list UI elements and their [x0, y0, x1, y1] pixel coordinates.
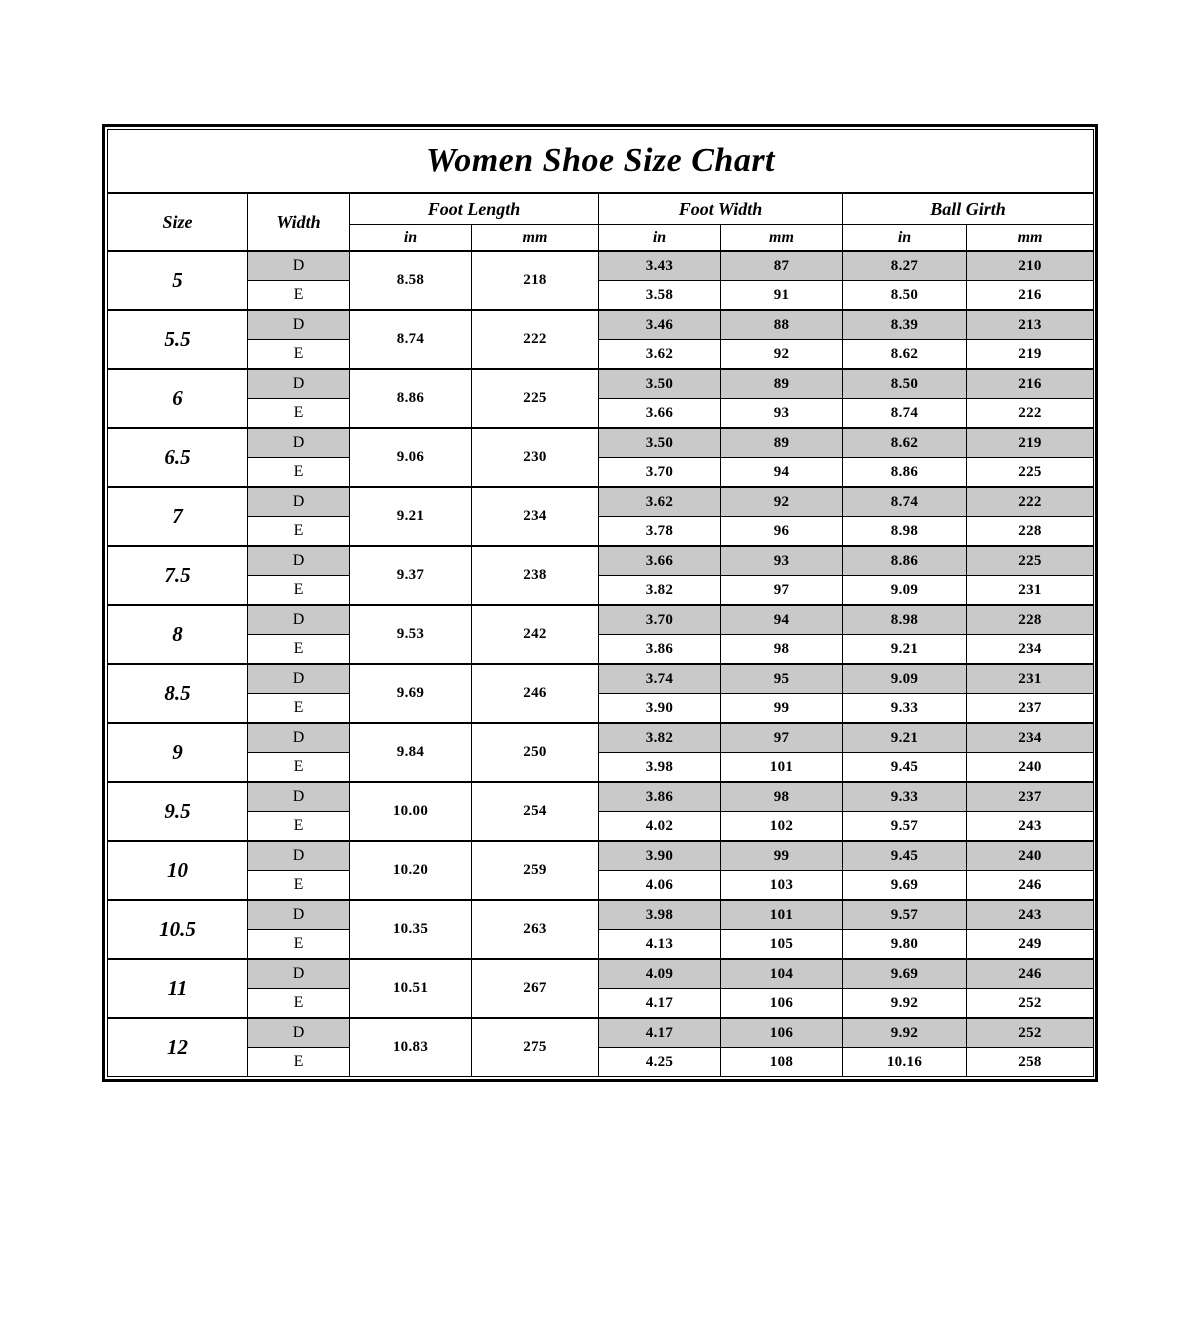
foot-width-in-e: 3.82 — [599, 576, 721, 606]
size-row-width-e — [108, 399, 1094, 429]
foot-width-mm-e: 92 — [721, 340, 843, 370]
ball-girth-mm-d: 216 — [967, 369, 1094, 399]
foot-length-mm: 254 — [472, 782, 599, 841]
ball-girth-in-d: 8.50 — [843, 369, 967, 399]
size-value: 6 — [108, 369, 248, 428]
ball-girth-mm-d: 252 — [967, 1018, 1094, 1048]
ball-girth-in-d: 9.92 — [843, 1018, 967, 1048]
foot-width-mm-e: 93 — [721, 399, 843, 429]
foot-length-in: 9.21 — [350, 487, 472, 546]
width-value-d: D — [248, 782, 350, 812]
foot-width-in-e: 4.25 — [599, 1048, 721, 1077]
table-header — [108, 130, 1094, 252]
ball-girth-in-e: 8.62 — [843, 340, 967, 370]
foot-length-in: 9.53 — [350, 605, 472, 664]
foot-width-in-d: 3.62 — [599, 487, 721, 517]
foot-width-mm-e: 91 — [721, 281, 843, 311]
width-value-d: D — [248, 1018, 350, 1048]
foot-width-in-d: 3.98 — [599, 900, 721, 930]
size-row-width-d — [108, 251, 1094, 281]
width-value-e: E — [248, 694, 350, 724]
width-value-d: D — [248, 310, 350, 340]
foot-width-in-d: 3.74 — [599, 664, 721, 694]
size-value: 8 — [108, 605, 248, 664]
ball-girth-mm-e: 234 — [967, 635, 1094, 665]
size-row-width-d — [108, 723, 1094, 753]
foot-length-in: 8.74 — [350, 310, 472, 369]
size-value: 6.5 — [108, 428, 248, 487]
group-header-row — [108, 193, 1094, 225]
foot-width-mm-e: 99 — [721, 694, 843, 724]
size-value: 8.5 — [108, 664, 248, 723]
size-row-width-d — [108, 664, 1094, 694]
foot-width-in-e: 3.70 — [599, 458, 721, 488]
foot-length-mm: 238 — [472, 546, 599, 605]
size-row-width-e — [108, 930, 1094, 960]
foot-length-in: 10.20 — [350, 841, 472, 900]
size-chart-table — [107, 129, 1094, 1077]
ball-girth-in-e: 9.80 — [843, 930, 967, 960]
foot-width-in-d: 4.17 — [599, 1018, 721, 1048]
foot-length-in: 10.83 — [350, 1018, 472, 1077]
ball-girth-in-d: 8.27 — [843, 251, 967, 281]
title-row — [108, 130, 1094, 194]
ball-girth-in-d: 9.69 — [843, 959, 967, 989]
ball-girth-in-d: 8.74 — [843, 487, 967, 517]
ball-girth-in-e: 9.57 — [843, 812, 967, 842]
width-value-d: D — [248, 900, 350, 930]
foot-width-mm-d: 97 — [721, 723, 843, 753]
foot-width-in-d: 3.50 — [599, 428, 721, 458]
size-value: 5.5 — [108, 310, 248, 369]
size-row-width-d — [108, 959, 1094, 989]
foot-length-in: 8.86 — [350, 369, 472, 428]
size-value: 9.5 — [108, 782, 248, 841]
width-value-d: D — [248, 959, 350, 989]
foot-length-mm: 242 — [472, 605, 599, 664]
size-value: 7.5 — [108, 546, 248, 605]
width-column-header: Width — [248, 193, 350, 251]
foot-length-in: 8.58 — [350, 251, 472, 310]
foot-width-mm-d: 87 — [721, 251, 843, 281]
size-row-width-e — [108, 340, 1094, 370]
foot-width-mm-e: 98 — [721, 635, 843, 665]
foot-width-in-e: 4.02 — [599, 812, 721, 842]
ball-girth-mm-e: 228 — [967, 517, 1094, 547]
ball-girth-mm-d: 246 — [967, 959, 1094, 989]
ball-girth-in-e: 8.74 — [843, 399, 967, 429]
size-row-width-e — [108, 517, 1094, 547]
size-row-width-e — [108, 871, 1094, 901]
foot-width-in-e: 3.98 — [599, 753, 721, 783]
foot-width-in-d: 3.82 — [599, 723, 721, 753]
size-row-width-d — [108, 546, 1094, 576]
width-value-d: D — [248, 546, 350, 576]
width-value-e: E — [248, 517, 350, 547]
foot-width-mm-d: 89 — [721, 428, 843, 458]
foot-length-mm: 275 — [472, 1018, 599, 1077]
ball-girth-mm-e: 231 — [967, 576, 1094, 606]
foot-width-mm-d: 94 — [721, 605, 843, 635]
foot-width-mm-d: 101 — [721, 900, 843, 930]
foot-width-mm-e: 106 — [721, 989, 843, 1019]
width-value-e: E — [248, 281, 350, 311]
size-row-width-d — [108, 605, 1094, 635]
foot-width-in-e: 4.13 — [599, 930, 721, 960]
ball-girth-mm-e: 258 — [967, 1048, 1094, 1077]
width-value-d: D — [248, 487, 350, 517]
width-value-e: E — [248, 871, 350, 901]
ball-girth-in-e: 9.69 — [843, 871, 967, 901]
foot-length-header: Foot Length — [350, 193, 599, 225]
width-value-e: E — [248, 989, 350, 1019]
foot-length-mm: 218 — [472, 251, 599, 310]
foot-width-mm-d: 104 — [721, 959, 843, 989]
ball-girth-in-e: 9.21 — [843, 635, 967, 665]
ball-girth-in-header: in — [843, 225, 967, 252]
foot-width-in-e: 3.62 — [599, 340, 721, 370]
foot-width-header: Foot Width — [599, 193, 843, 225]
ball-girth-in-e: 8.50 — [843, 281, 967, 311]
ball-girth-mm-d: 237 — [967, 782, 1094, 812]
ball-girth-mm-header: mm — [967, 225, 1094, 252]
width-value-d: D — [248, 428, 350, 458]
foot-width-mm-d: 88 — [721, 310, 843, 340]
ball-girth-in-d: 8.62 — [843, 428, 967, 458]
ball-girth-in-d: 8.86 — [843, 546, 967, 576]
foot-length-mm: 250 — [472, 723, 599, 782]
foot-length-mm: 246 — [472, 664, 599, 723]
foot-length-in: 10.51 — [350, 959, 472, 1018]
ball-girth-mm-e: 246 — [967, 871, 1094, 901]
foot-width-in-e: 4.17 — [599, 989, 721, 1019]
size-value: 10 — [108, 841, 248, 900]
foot-width-mm-e: 94 — [721, 458, 843, 488]
foot-width-mm-d: 95 — [721, 664, 843, 694]
width-value-e: E — [248, 930, 350, 960]
foot-length-mm-header: mm — [472, 225, 599, 252]
foot-length-mm: 267 — [472, 959, 599, 1018]
ball-girth-mm-d: 231 — [967, 664, 1094, 694]
foot-width-in-d: 3.50 — [599, 369, 721, 399]
foot-width-in-d: 3.90 — [599, 841, 721, 871]
foot-width-in-d: 3.86 — [599, 782, 721, 812]
ball-girth-in-e: 8.98 — [843, 517, 967, 547]
foot-width-in-e: 3.66 — [599, 399, 721, 429]
ball-girth-mm-e: 252 — [967, 989, 1094, 1019]
width-value-e: E — [248, 458, 350, 488]
foot-width-mm-d: 99 — [721, 841, 843, 871]
ball-girth-mm-d: 243 — [967, 900, 1094, 930]
size-row-width-d — [108, 428, 1094, 458]
foot-length-mm: 234 — [472, 487, 599, 546]
ball-girth-in-d: 8.39 — [843, 310, 967, 340]
ball-girth-in-d: 9.21 — [843, 723, 967, 753]
foot-length-mm: 263 — [472, 900, 599, 959]
foot-width-in-e: 3.86 — [599, 635, 721, 665]
size-row-width-e — [108, 635, 1094, 665]
width-value-e: E — [248, 753, 350, 783]
ball-girth-mm-e: 249 — [967, 930, 1094, 960]
foot-width-in-d: 3.70 — [599, 605, 721, 635]
size-value: 7 — [108, 487, 248, 546]
ball-girth-header: Ball Girth — [843, 193, 1094, 225]
ball-girth-mm-e: 219 — [967, 340, 1094, 370]
foot-width-mm-header: mm — [721, 225, 843, 252]
size-row-width-e — [108, 989, 1094, 1019]
size-row-width-d — [108, 369, 1094, 399]
size-row-width-e — [108, 576, 1094, 606]
width-value-d: D — [248, 251, 350, 281]
foot-width-mm-e: 96 — [721, 517, 843, 547]
ball-girth-in-d: 9.57 — [843, 900, 967, 930]
foot-width-in-d: 4.09 — [599, 959, 721, 989]
width-value-e: E — [248, 399, 350, 429]
size-row-width-d — [108, 487, 1094, 517]
width-value-d: D — [248, 841, 350, 871]
chart-frame — [102, 124, 1098, 1082]
foot-width-in-e: 3.78 — [599, 517, 721, 547]
foot-width-in-d: 3.43 — [599, 251, 721, 281]
size-value: 12 — [108, 1018, 248, 1077]
size-value: 10.5 — [108, 900, 248, 959]
ball-girth-mm-d: 219 — [967, 428, 1094, 458]
chart-title: Women Shoe Size Chart — [108, 130, 1094, 194]
ball-girth-mm-e: 240 — [967, 753, 1094, 783]
foot-width-mm-d: 98 — [721, 782, 843, 812]
size-row-width-e — [108, 694, 1094, 724]
size-row-width-d — [108, 841, 1094, 871]
foot-length-mm: 225 — [472, 369, 599, 428]
ball-girth-mm-e: 216 — [967, 281, 1094, 311]
ball-girth-in-e: 9.45 — [843, 753, 967, 783]
foot-length-mm: 259 — [472, 841, 599, 900]
ball-girth-mm-d: 240 — [967, 841, 1094, 871]
foot-length-in: 10.35 — [350, 900, 472, 959]
foot-length-in: 9.69 — [350, 664, 472, 723]
ball-girth-in-d: 8.98 — [843, 605, 967, 635]
foot-width-mm-d: 106 — [721, 1018, 843, 1048]
ball-girth-mm-d: 213 — [967, 310, 1094, 340]
size-value: 9 — [108, 723, 248, 782]
ball-girth-mm-d: 234 — [967, 723, 1094, 753]
foot-width-mm-e: 105 — [721, 930, 843, 960]
size-row-width-e — [108, 458, 1094, 488]
size-column-header: Size — [108, 193, 248, 251]
size-row-width-d — [108, 782, 1094, 812]
width-value-e: E — [248, 1048, 350, 1077]
foot-length-in: 9.06 — [350, 428, 472, 487]
ball-girth-in-e: 9.92 — [843, 989, 967, 1019]
width-value-e: E — [248, 340, 350, 370]
foot-width-in-d: 3.66 — [599, 546, 721, 576]
size-row-width-e — [108, 812, 1094, 842]
ball-girth-in-e: 9.33 — [843, 694, 967, 724]
foot-length-in-header: in — [350, 225, 472, 252]
size-row-width-d — [108, 1018, 1094, 1048]
ball-girth-mm-d: 225 — [967, 546, 1094, 576]
ball-girth-mm-e: 222 — [967, 399, 1094, 429]
foot-width-in-header: in — [599, 225, 721, 252]
foot-width-in-e: 3.58 — [599, 281, 721, 311]
width-value-d: D — [248, 605, 350, 635]
ball-girth-in-e: 10.16 — [843, 1048, 967, 1077]
ball-girth-mm-d: 222 — [967, 487, 1094, 517]
width-value-e: E — [248, 812, 350, 842]
size-table-body — [108, 251, 1094, 1077]
ball-girth-mm-e: 237 — [967, 694, 1094, 724]
ball-girth-mm-e: 243 — [967, 812, 1094, 842]
foot-length-in: 9.84 — [350, 723, 472, 782]
foot-width-mm-e: 101 — [721, 753, 843, 783]
ball-girth-mm-d: 228 — [967, 605, 1094, 635]
ball-girth-in-e: 8.86 — [843, 458, 967, 488]
width-value-d: D — [248, 664, 350, 694]
foot-length-in: 9.37 — [350, 546, 472, 605]
size-value: 11 — [108, 959, 248, 1018]
size-row-width-e — [108, 1048, 1094, 1077]
foot-width-mm-e: 97 — [721, 576, 843, 606]
size-row-width-d — [108, 900, 1094, 930]
foot-width-in-d: 3.46 — [599, 310, 721, 340]
size-value: 5 — [108, 251, 248, 310]
foot-width-mm-e: 108 — [721, 1048, 843, 1077]
foot-width-mm-d: 89 — [721, 369, 843, 399]
width-value-e: E — [248, 635, 350, 665]
foot-width-in-e: 3.90 — [599, 694, 721, 724]
size-row-width-e — [108, 281, 1094, 311]
foot-width-mm-e: 103 — [721, 871, 843, 901]
ball-girth-in-d: 9.09 — [843, 664, 967, 694]
ball-girth-in-d: 9.33 — [843, 782, 967, 812]
foot-width-mm-d: 92 — [721, 487, 843, 517]
foot-length-mm: 230 — [472, 428, 599, 487]
foot-length-mm: 222 — [472, 310, 599, 369]
foot-width-mm-e: 102 — [721, 812, 843, 842]
width-value-d: D — [248, 723, 350, 753]
ball-girth-mm-e: 225 — [967, 458, 1094, 488]
size-row-width-e — [108, 753, 1094, 783]
foot-width-in-e: 4.06 — [599, 871, 721, 901]
width-value-d: D — [248, 369, 350, 399]
foot-width-mm-d: 93 — [721, 546, 843, 576]
size-row-width-d — [108, 310, 1094, 340]
ball-girth-in-e: 9.09 — [843, 576, 967, 606]
ball-girth-mm-d: 210 — [967, 251, 1094, 281]
width-value-e: E — [248, 576, 350, 606]
ball-girth-in-d: 9.45 — [843, 841, 967, 871]
foot-length-in: 10.00 — [350, 782, 472, 841]
